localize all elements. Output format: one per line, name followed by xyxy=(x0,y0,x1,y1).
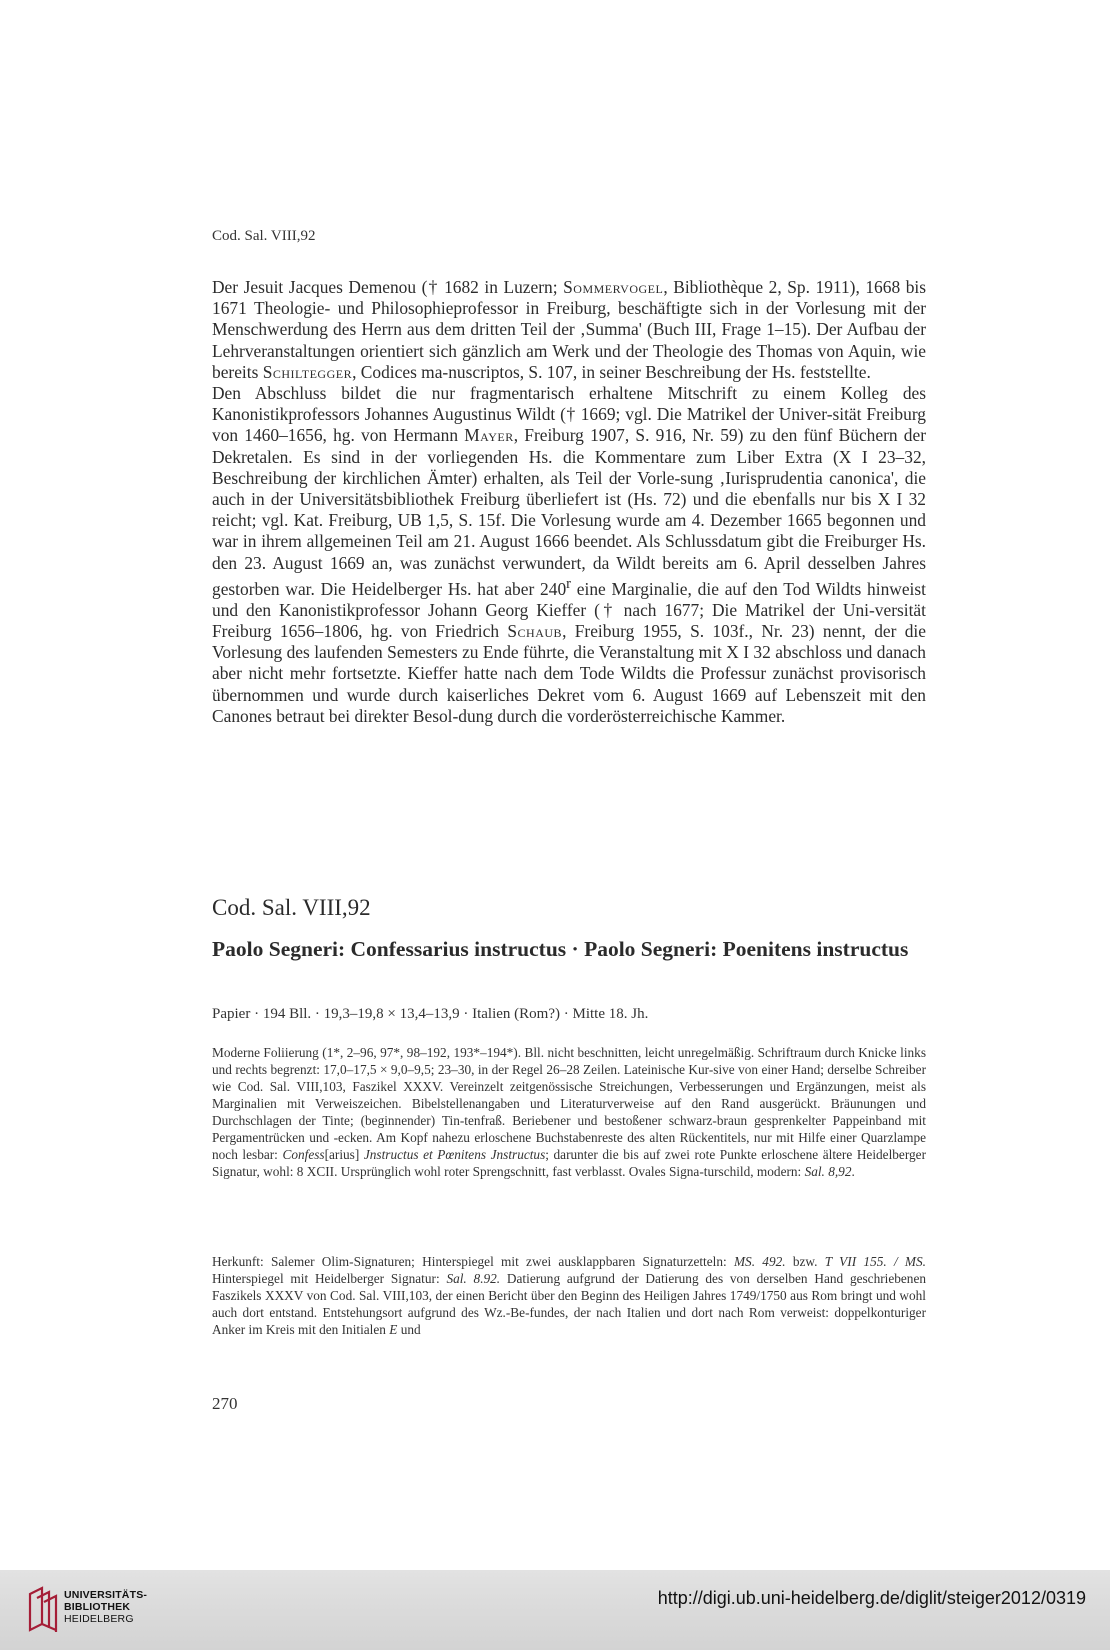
text-span: eine Marginalie, die auf den Tod Wildts hinweist und den Kanonistikprofessor Johann Georg Kieffer († nach 1677; Die Matrikel der Uni-versität Freiburg 1656–1806, hg. von Friedrich xyxy=(212,578,926,642)
text-span: Der Jesuit Jacques Demenou († 1682 in Luzern; xyxy=(212,277,564,297)
italic-span: E xyxy=(389,1322,398,1338)
text-span: , Freiburg 1955, S. 103f., Nr. 23) nennt, der die Vorlesung des laufenden Semesters zu Ende führte, die Veranstaltung mit X I 32 abschloss und danach aber nicht mehr fortsetzte. Kieffer hatte nach dem Tode Wildts die Professur zunächst provisorisch übernommen und wurde durch kaiserliches Dekret vom 6. August 1669 auf Lebenszeit mit den Canones betraut bei direkter Besol-dung durch die vorderösterreichische Kammer. xyxy=(212,621,926,726)
paragraph-wildt xyxy=(212,383,926,727)
text-span: bzw. xyxy=(785,1254,825,1269)
paragraph-demenou xyxy=(212,277,926,383)
entry-shelfmark: Cod. Sal. VIII,92 xyxy=(212,895,371,920)
library-name xyxy=(64,1589,147,1625)
recto-superscript: r xyxy=(566,575,571,592)
text-span: [arius] xyxy=(324,1147,364,1163)
text-span: Datierung aufgrund der Datierung des von derselben Hand geschriebenen Faszikels XXXV von Cod. Sal. VIII,103, der einen Bericht über den Beginn des Heiligen Jahres 1749/1750 aus Rom bringt und wohl auch dort entstand. Entstehungsort aufgrund des Wz.-Be-fundes, der nach Italien und dort nach Rom verweist: doppelkonturiger Anker im Kreis mit den Initialen xyxy=(212,1271,927,1338)
author-smallcaps: Mayer xyxy=(464,425,514,446)
text-span: Herkunft: Salemer Olim-Signaturen; Hinterspiegel mit zwei ausklappbaren Signaturzetteln: xyxy=(212,1254,734,1269)
provenance-description xyxy=(212,1253,926,1338)
text-span: , Codices ma-nuscriptos, S. 107, in seiner Beschreibung der Hs. feststellte. xyxy=(352,361,871,382)
text-span: und xyxy=(397,1322,421,1338)
entry-meta: Papier · 194 Bll. · 19,3–19,8 × 13,4–13,9 · Italien (Rom?) · Mitte 18. Jh. xyxy=(212,1006,649,1022)
body-text xyxy=(212,277,926,727)
italic-span: Sal. 8.92. xyxy=(446,1271,501,1287)
author-smallcaps: Sommervogel xyxy=(563,277,664,297)
library-logo-icon xyxy=(26,1584,62,1632)
footer-bar xyxy=(0,1570,1110,1650)
physical-description xyxy=(212,1044,926,1180)
library-name-line: BIBLIOTHEK xyxy=(64,1601,131,1613)
italic-span: Sal. 8,92 xyxy=(804,1164,852,1180)
text-span: , Freiburg 1907, S. 916, Nr. 59) zu den fünf Büchern der Dekretalen. Es sind in der vorliegenden Hs. die Kommentare zum Liber Extra (X I 23–32, Beschreibung der kirchlichen Ämter) erhalten, als Teil der Vorle-sung ‚Iurisprudentia canonica', die auch in der Universitätsbibliothek Freiburg überliefert ist (Hs. 72) und die ebenfalls nur bis X I 32 reicht; vgl. Kat. Freiburg, UB 1,5, S. 15f. Die Vorlesung wurde am 4. Dezember 1665 begonnen und war in ihrem allgemeinen Teil am 21. August 1666 beendet. Als Schlussdatum gibt die Freiburger Hs. den 23. August 1669 an, was zunächst verwundert, da Wildt bereits am 6. April desselben Jahres gestorben war. Die Heidelberger Hs. hat aber 240 xyxy=(212,425,926,599)
text-span: Den Abschluss bildet die nur fragmentarisch erhaltene Mitschrift zu einem Kolleg des Kanonistikprofessors Johannes Augustinus Wildt († 1669; vgl. Die Matrikel der Univer-sität Freiburg von 1460–1656, hg. von Hermann xyxy=(212,383,926,446)
page-number: 270 xyxy=(212,1394,238,1413)
author-smallcaps: Schaub xyxy=(507,621,563,642)
permalink-url[interactable]: http://digi.ub.uni-heidelberg.de/diglit/steiger2012/0319 xyxy=(657,1588,1086,1608)
italic-span: Confess xyxy=(282,1147,325,1163)
library-name-line: UNIVERSITÄTS- xyxy=(64,1589,148,1601)
italic-span: MS. 492. xyxy=(733,1254,786,1269)
entry-title: Paolo Segneri: Confessarius instructus · Paolo Segneri: Poenitens instructus xyxy=(212,937,909,961)
italic-span: Jnstructus et Pœnitens Jnstructus xyxy=(363,1147,546,1163)
running-head: Cod. Sal. VIII,92 xyxy=(212,228,316,244)
italic-span: T VII 155. / MS. xyxy=(824,1254,926,1269)
text-span: Moderne Foliierung (1*, 2–96, 97*, 98–192, 193*–194*). Bll. nicht beschnitten, leicht unregelmäßig. Schriftraum durch Knicke links und rechts begrenzt: 17,0–17,5 × 9,0–9,5; 23–30, in der Regel 26–28 Zeilen. Lateinische Kur-sive von einer Hand; derselbe Schreiber wie Cod. Sal. VIII,103, Faszikel XXXV. Vereinzelt zeitgenössische Streichungen, Verbesserungen und Ergänzungen, meist als Marginalien mit Verweiszeichen. Bibelstellenangaben und Literaturverweise auf den Rand ausgerückt. Bräunungen und Durchschlagen der Tinte; (beginnender) Tin-tenfraß. Beriebener und bestoßener schwarz-braun gesprenkelter Pappeinband mit Pergamentrücken und -ecken. Am Kopf nahezu erloschene Buchstabenreste des alten Rückentitels, nur mit Hilfe einer Quarzlampe noch lesbar: xyxy=(212,1045,926,1163)
library-name-line: HEIDELBERG xyxy=(64,1613,134,1625)
text-span: Hinterspiegel mit Heidelberger Signatur: xyxy=(212,1271,447,1287)
text-span: . xyxy=(851,1164,855,1180)
text-span: ; darunter die bis auf zwei rote Punkte erloschene ältere Heidelberger Signatur, wohl: 8 XCII. Ursprünglich wohl roter Sprengschnitt, fast verblasst. Ovales Signa-turschild, modern: xyxy=(212,1147,926,1180)
text-span: , Bibliothèque 2, Sp. 1911), 1668 bis 1671 Theologie- und Philosophieprofessor in Freiburg, beschäftigte sich in der Vorlesung mit der Menschwerdung des Herrn aus dem dritten Teil der ‚Summa' (Buch III, Frage 1–15). Der Aufbau der Lehrveranstaltungen orientiert sich gänzlich am Werk und der Theologie des Thomas von Aquin, wie bereits xyxy=(212,277,926,382)
author-smallcaps: Schiltegger xyxy=(262,361,353,382)
